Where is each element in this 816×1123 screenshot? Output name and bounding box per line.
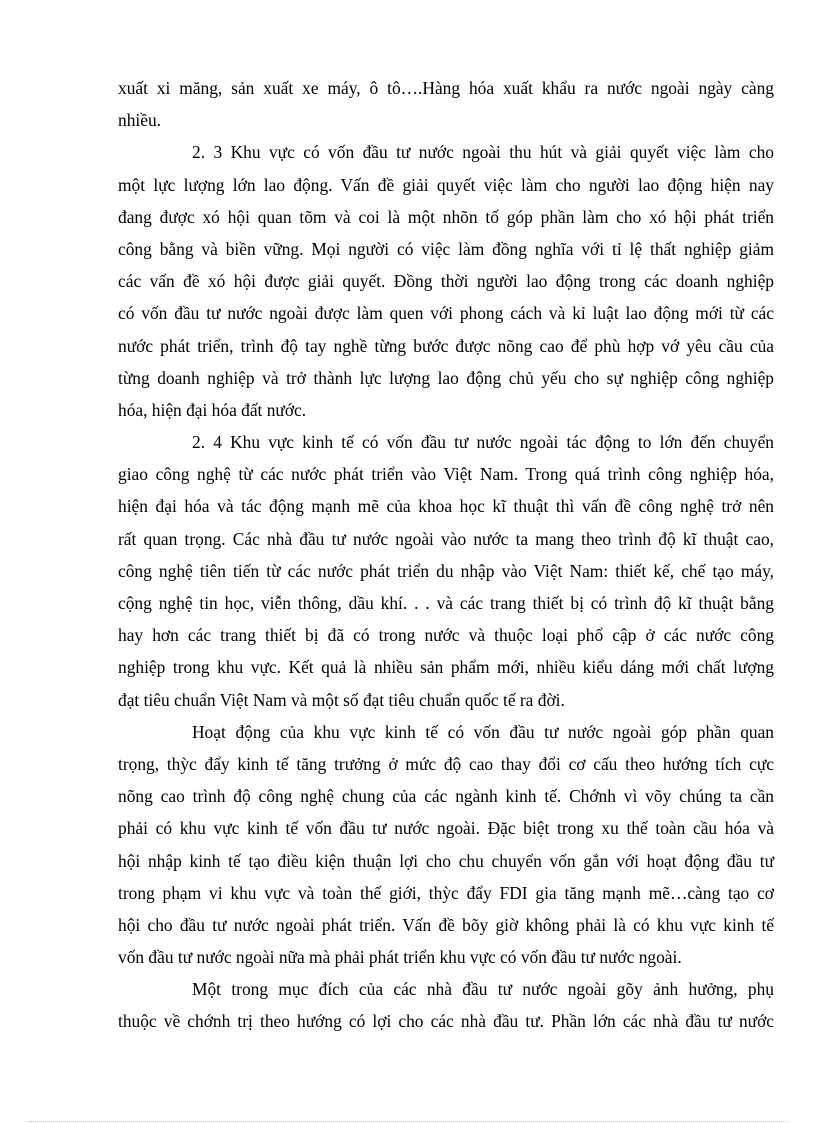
text-line: hội cho đầu tư nước ngoài phát triển. Vấn đề bõy giờ không phải là có khu vực kinh tế xyxy=(118,914,774,935)
text-line: giao công nghệ từ các nước phát triển vào Việt Nam. Trong quá trình công nghiệp hóa, xyxy=(118,464,774,485)
text-line: cộng nghệ tin học, viễn thông, dầu khí. . . và các trang thiết bị có trình độ kĩ thuật bằng xyxy=(118,593,774,613)
text-line: công bằng và biền vững. Mọi người có việc làm đồng nghĩa với tỉ lệ thất nghiệp giảm xyxy=(118,238,774,259)
paragraph xyxy=(118,716,774,974)
text-line: nước phát triển, trình độ tay nghề từng bước được nõng cao để phù hợp vớ yêu cầu của xyxy=(118,335,774,356)
text-line: đang được xó hội quan tõm và coi là một nhõn tố góp phần làm cho xó hội phát triển xyxy=(118,206,774,227)
text-line: 2. 3 Khu vực có vốn đầu tư nước ngoài thu hút và giải quyết việc làm cho xyxy=(192,142,774,163)
text-line: xuất xi măng, sản xuất xe máy, ô tô….Hàng hóa xuất khẩu ra nước ngoài ngày càng xyxy=(118,78,774,98)
text-line: Hoạt động của khu vực kinh tế có vốn đầu tư nước ngoài góp phần quan xyxy=(192,721,774,742)
text-line: các vấn đề xó hội được giải quyết. Đồng thời người lao động trong các doanh nghiệp xyxy=(118,271,774,292)
text-line: hiện đại hóa và tác động mạnh mẽ của khoa học kĩ thuật thì vấn đề công nghệ trở nên xyxy=(118,496,774,517)
text-line: nhiều. xyxy=(118,110,161,131)
page-bottom-divider xyxy=(28,1121,788,1122)
text-line: công nghệ tiên tiến từ các nước phát triển du nhập vào Việt Nam: thiết kế, chế tạo máy, xyxy=(118,560,774,581)
text-line: có vốn đầu tư nước ngoài được làm quen với phong cách và kỉ luật lao động mới từ các xyxy=(118,303,774,324)
text-line: vốn đầu tư nước ngoài nữa mà phải phát triển khu vực có vốn đầu tư nước ngoài. xyxy=(118,947,682,968)
paragraph xyxy=(118,136,774,426)
text-line: 2. 4 Khu vực kinh tế có vốn đầu tư nước ngoài tác động to lớn đến chuyển xyxy=(192,432,774,453)
text-line: một lực lượng lớn lao động. Vấn đề giải quyết việc làm cho người lao động hiện nay xyxy=(118,174,774,195)
text-line: từng doanh nghiệp và trở thành lực lượng lao động chủ yếu cho sự nghiệp công nghiệp xyxy=(118,367,774,388)
text-line: hóa, hiện đại hóa đất nước. xyxy=(118,399,307,420)
text-line: nõng cao trình độ công nghệ chung của các ngành kinh tế. Chớnh vì võy chúng ta cần xyxy=(118,786,774,807)
text-line: đạt tiêu chuẩn Việt Nam và một số đạt tiêu chuẩn quốc tế ra đời. xyxy=(118,689,565,710)
text-line: hay hơn các trang thiết bị đã có trong nước và thuộc loại phổ cập ở các nước công xyxy=(118,625,774,646)
text-line: nghiệp trong khu vực. Kết quả là nhiều sản phẩm mới, nhiều kiểu dáng mới chất lượng xyxy=(118,657,774,678)
text-line: trọng, thỳc đẩy kinh tế tăng trưởng ở mức độ cao thay đổi cơ cấu theo hướng tích cực xyxy=(118,753,774,774)
paragraph xyxy=(118,973,774,1037)
text-line: thuộc về chớnh trị theo hướng có lợi cho các nhà đầu tư. Phần lớn các nhà đầu tư nước xyxy=(118,1011,774,1032)
paragraph xyxy=(118,72,774,136)
text-line: Một trong mục đích của các nhà đầu tư nước ngoài gõy ảnh hưởng, phụ xyxy=(192,979,774,1000)
text-line: rất quan trọng. Các nhà đầu tư nước ngoài vào nước ta mang theo trình độ kĩ thuật cao, xyxy=(118,528,774,549)
text-line: hội nhập kinh tế tạo điều kiện thuận lợi cho chu chuyển vốn gắn với hoạt động đầu tư xyxy=(118,850,774,871)
text-line: phải có khu vực kinh tế vốn đầu tư nước ngoài. Đặc biệt trong xu thế toàn cầu hóa và xyxy=(118,818,774,839)
document-body xyxy=(118,72,774,1038)
text-line: trong phạm vi khu vực và toàn thế giới, thỳc đẩy FDI gia tăng mạnh mẽ…càng tạo cơ xyxy=(118,882,774,903)
paragraph xyxy=(118,426,774,716)
